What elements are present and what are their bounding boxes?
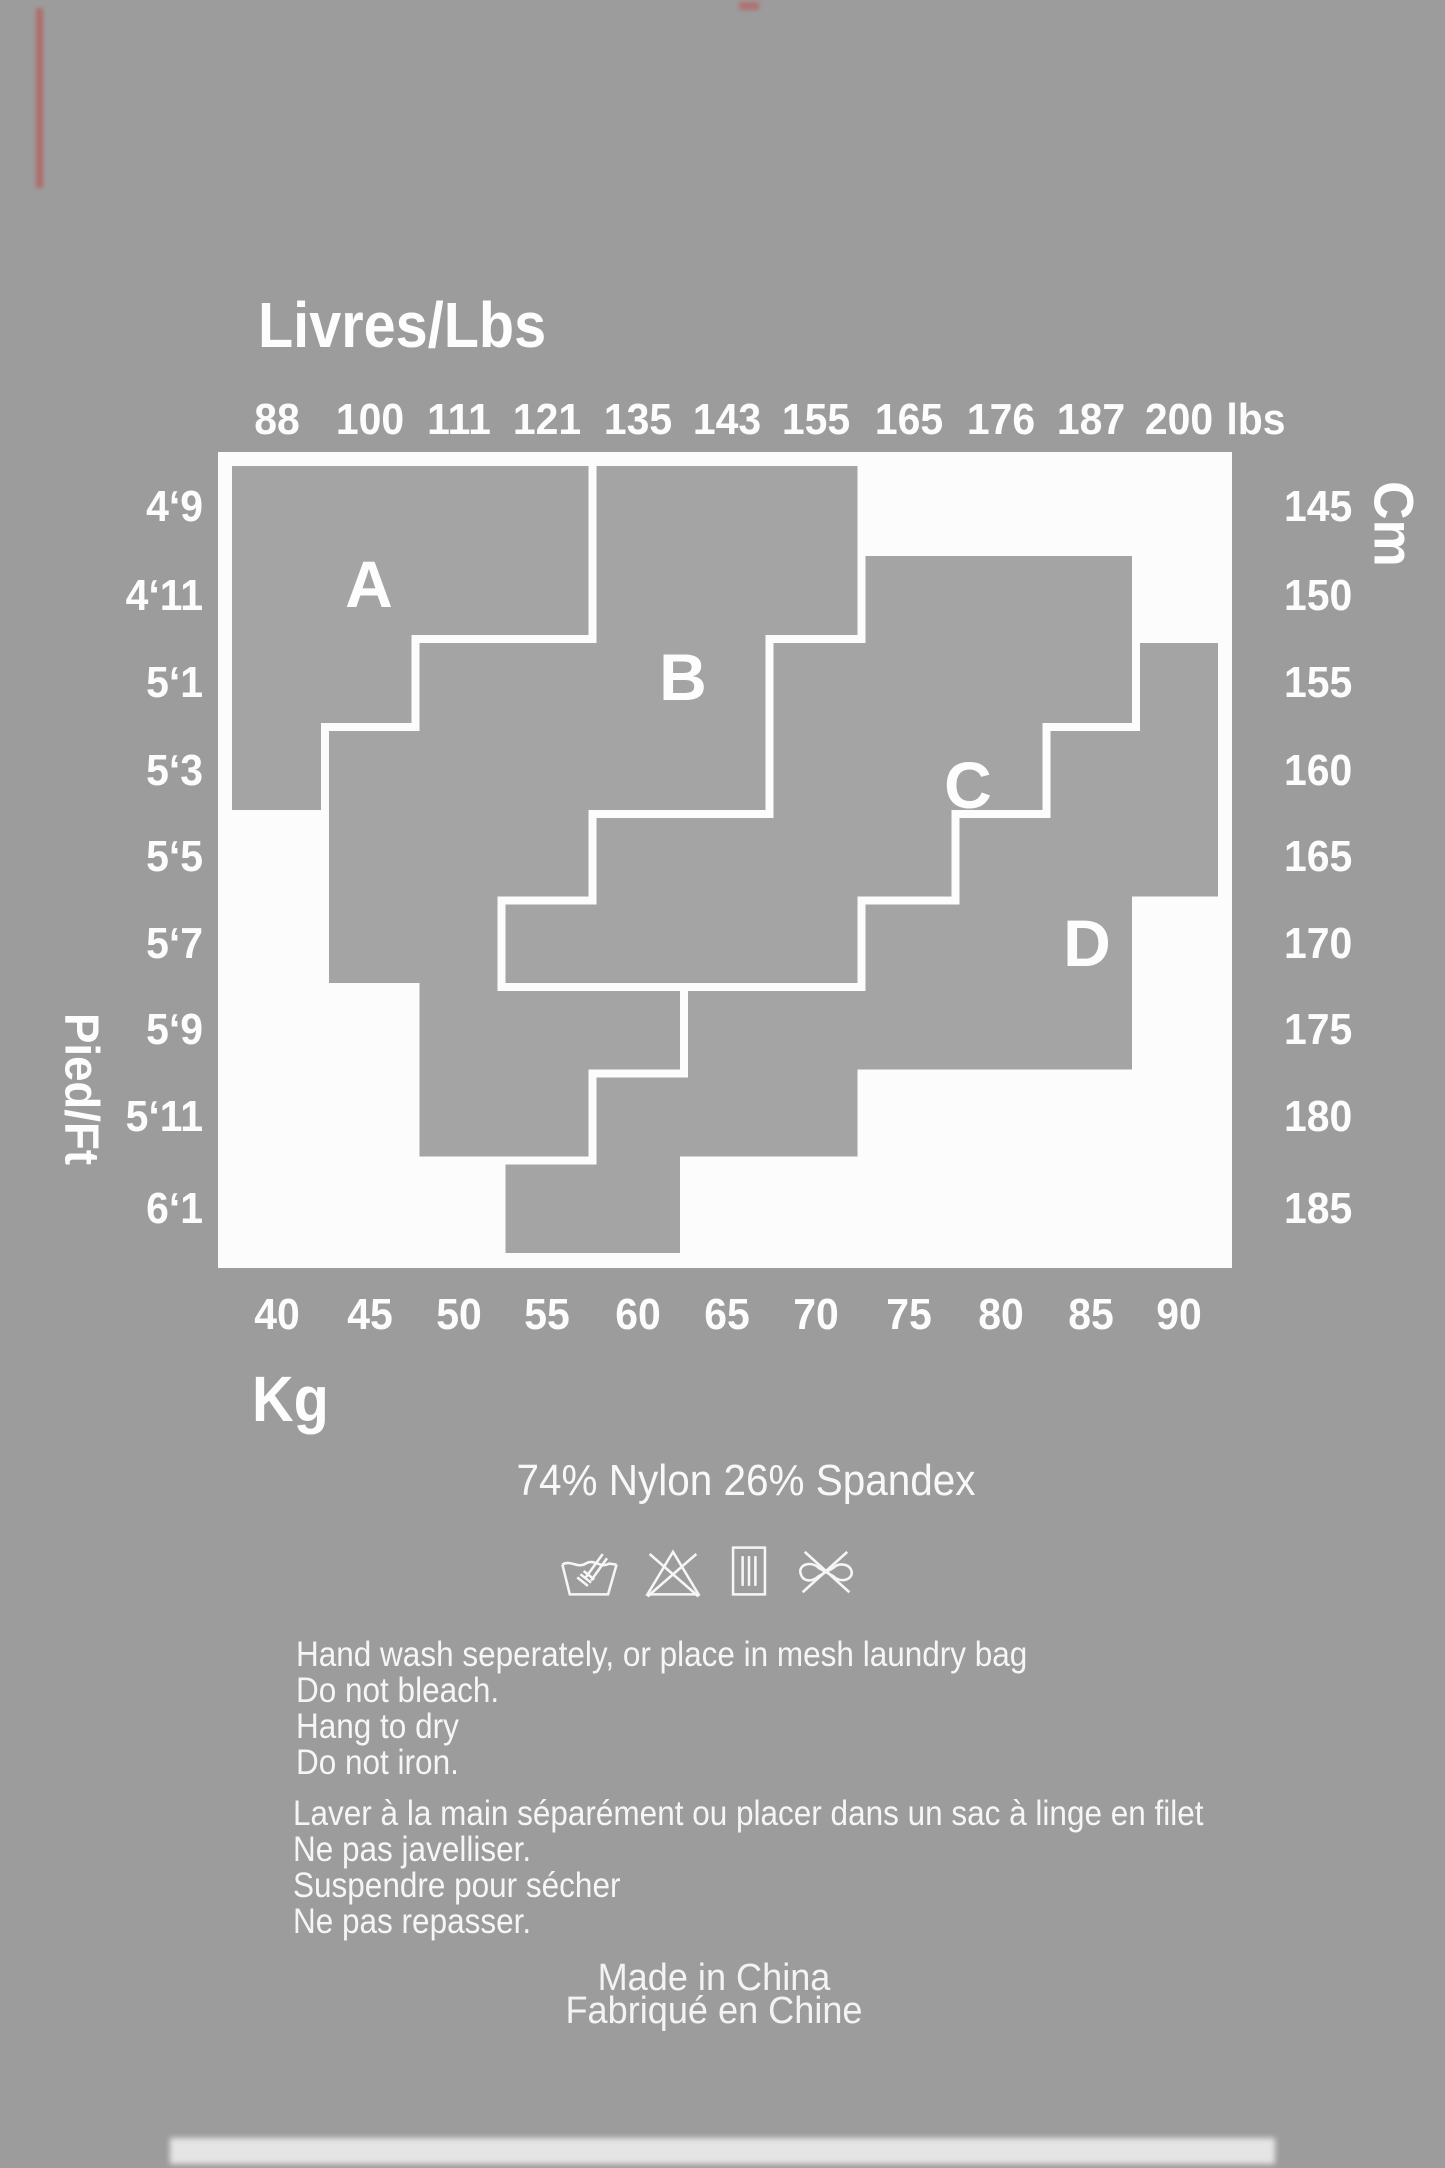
height-ft-axis-title: Pied/Ft (54, 1012, 108, 1166)
weight-kg-tick: 45 (347, 1290, 394, 1339)
height-cm-tick: 165 (1284, 832, 1353, 882)
weight-axis-title: Livres/Lbs (258, 289, 547, 361)
height-ft-tick: 5‘11 (125, 1092, 203, 1141)
height-ft-tick: 5‘9 (146, 1005, 203, 1055)
weight-kg-tick: 55 (524, 1290, 570, 1339)
height-cm-tick: 175 (1284, 1005, 1353, 1055)
height-cm-tick: 160 (1284, 745, 1353, 795)
weight-kg-axis-title: Kg (252, 1363, 329, 1435)
height-cm-tick: 180 (1284, 1092, 1353, 1141)
origin-line-fr: Fabriqué en Chine (565, 1990, 863, 2032)
height-ft-tick: 5‘5 (146, 832, 203, 882)
care-line-fr-4: Ne pas repasser. (293, 1902, 532, 1941)
weight-lbs-tick: 88 (253, 395, 300, 444)
care-instructions-french (293, 1796, 1305, 1940)
care-line-en-3: Hang to dry (296, 1707, 459, 1746)
height-cm-tick: 170 (1284, 918, 1353, 968)
height-ft-tick: 5‘3 (146, 745, 203, 795)
size-region-label-A: A (345, 547, 393, 621)
height-cm-tick: 150 (1284, 570, 1353, 620)
weight-lbs-tick: 111 (426, 395, 491, 444)
weight-kg-tick: 85 (1068, 1290, 1115, 1339)
weight-lbs-tick: 135 (604, 395, 673, 444)
weight-lbs-tick: 143 (692, 395, 761, 444)
care-line-en-4: Do not iron. (296, 1743, 459, 1782)
weight-lbs-tick: 187 (1057, 395, 1126, 444)
care-line-fr-3: Suspendre pour sécher (293, 1866, 621, 1905)
care-instructions-english (296, 1637, 1109, 1781)
photo-top-red-speck (739, 2, 759, 10)
weight-lbs-tick: 100 (336, 395, 405, 444)
height-ft-tick: 6‘1 (146, 1183, 203, 1233)
height-cm-tick: 155 (1284, 658, 1353, 707)
weight-kg-tick: 60 (615, 1290, 662, 1339)
care-line-en-2: Do not bleach. (296, 1671, 500, 1710)
weight-lbs-tick: 165 (874, 395, 943, 444)
height-cm-axis-title: Cm (1362, 481, 1426, 567)
country-of-origin (565, 1957, 863, 2032)
care-line-en-1: Hand wash seperately, or place in mesh laundry bag (296, 1635, 1028, 1674)
do-not-wring-icon (792, 1541, 860, 1601)
size-region-label-D: D (1063, 906, 1111, 980)
size-region-label-B: B (659, 640, 707, 714)
height-cm-tick: 185 (1284, 1183, 1353, 1233)
weight-kg-tick: 50 (435, 1290, 482, 1339)
care-line-fr-2: Ne pas javelliser. (293, 1830, 532, 1869)
size-region-label-C: C (944, 748, 992, 822)
weight-kg-tick: 90 (1156, 1290, 1202, 1339)
origin-line-en: Made in China (597, 1957, 831, 1999)
weight-kg-tick: 65 (703, 1290, 750, 1339)
package-edge-highlight (170, 2138, 1275, 2164)
weight-lbs-tick: 200 (1144, 395, 1214, 444)
fabric-composition: 74% Nylon 26% Spandex (516, 1456, 976, 1505)
do-not-bleach-icon (639, 1541, 707, 1601)
weight-kg-tick: 80 (978, 1290, 1024, 1339)
weight-lbs-tick: 176 (966, 395, 1036, 444)
weight-kg-tick: 70 (792, 1290, 839, 1339)
size-chart-plot (218, 452, 1232, 1268)
height-ft-tick: 4‘11 (125, 570, 203, 620)
weight-lbs-unit: lbs (1226, 395, 1286, 444)
photo-edge-red-mark (36, 8, 43, 188)
weight-kg-tick: 40 (253, 1290, 300, 1339)
care-line-fr-1: Laver à la main séparément ou placer dans un sac à linge en filet (293, 1794, 1204, 1833)
hand-wash-icon (556, 1541, 624, 1601)
drip-dry-icon (715, 1541, 783, 1601)
weight-kg-tick: 75 (885, 1290, 932, 1339)
height-cm-tick: 145 (1284, 482, 1353, 531)
weight-lbs-tick: 155 (781, 395, 850, 444)
weight-lbs-tick: 121 (512, 395, 582, 444)
height-ft-tick: 5‘7 (146, 918, 203, 968)
height-ft-tick: 5‘1 (146, 658, 203, 707)
height-ft-tick: 4‘9 (146, 482, 203, 531)
